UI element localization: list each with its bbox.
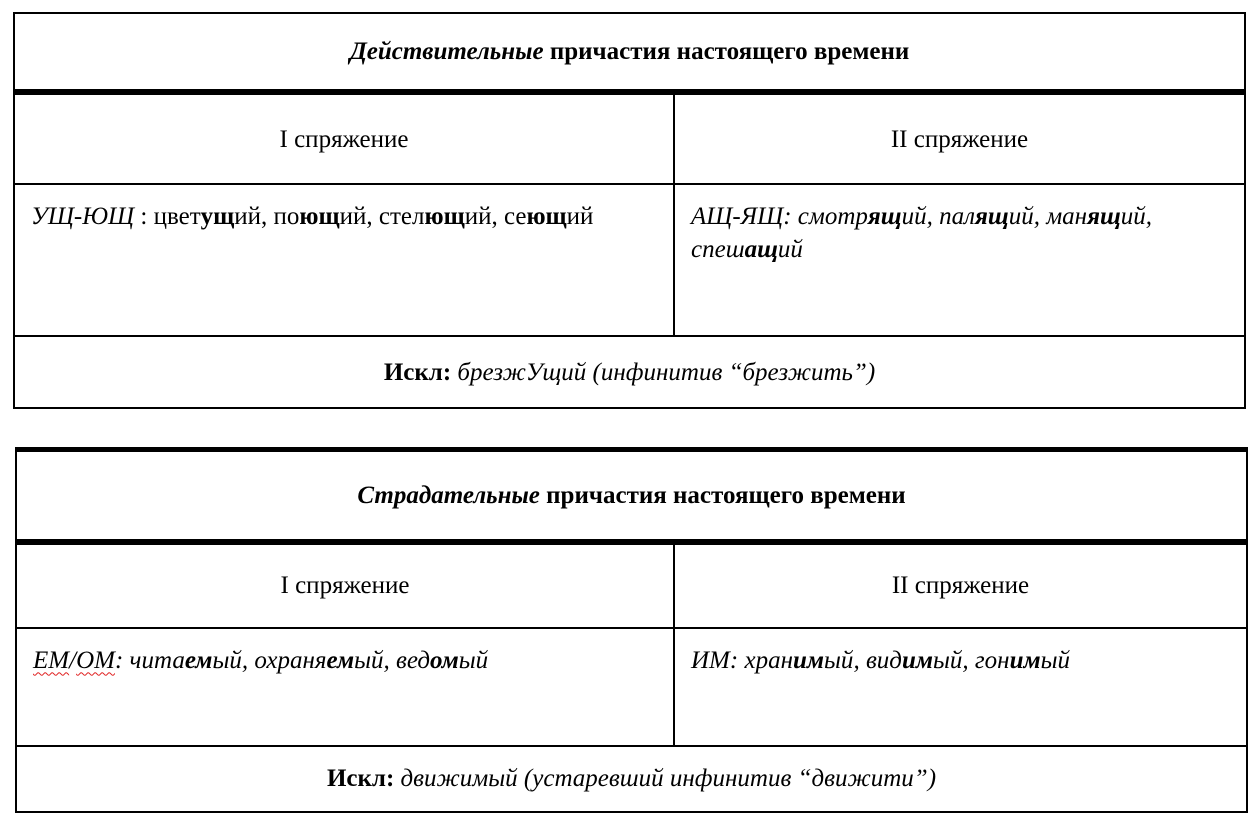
column-header-conj-1: I спряжение (16, 542, 674, 628)
suffix-rule-om: ОМ (76, 646, 115, 674)
active-participles-table (13, 12, 1246, 409)
separator: : (114, 646, 130, 674)
example-word: смотрящий, (797, 203, 940, 230)
title-rest: причастия настоящего времени (543, 38, 910, 65)
title-rest: причастия настоящего времени (539, 481, 906, 509)
table-title (16, 450, 1247, 542)
column-header-conj-2: II спряжение (674, 542, 1247, 628)
examples-conj-2 (674, 184, 1245, 336)
exception-text: движимый (устаревший инфинитив “движити”) (394, 765, 937, 792)
example-word: манящий, (1046, 203, 1153, 230)
exception-row (14, 336, 1245, 408)
example-word: ведомый (396, 646, 489, 674)
examples-conj-2 (674, 628, 1247, 746)
example-word: спешащий (691, 236, 803, 263)
example-word: стелющий, (378, 203, 504, 230)
example-word: цветущий, (153, 203, 274, 230)
example-word: поющий, (273, 203, 379, 230)
example-word: видимый, (865, 646, 975, 674)
exception-text: брезжУщий (инфинитив “брезжить”) (451, 358, 876, 386)
slash: / (69, 646, 77, 674)
example-word: охраняемый, (254, 646, 397, 674)
examples-conj-1 (14, 184, 674, 336)
example-word: сеющий (503, 203, 594, 230)
passive-participles-table (15, 447, 1248, 813)
title-emphasis: Страдательные (357, 481, 540, 509)
example-word: гонимый (974, 646, 1071, 674)
column-header-conj-1: I спряжение (14, 92, 674, 184)
suffix-rule: ИМ (691, 646, 730, 674)
exception-row (16, 746, 1247, 812)
suffix-rule: АЩ-ЯЩ (691, 203, 784, 230)
examples-conj-1 (16, 628, 674, 746)
separator: : (134, 203, 154, 230)
title-emphasis: Действительные (349, 38, 544, 65)
exception-label: Искл: (326, 765, 395, 792)
suffix-rule-em: ЕМ (33, 646, 70, 674)
example-word: палящий, (939, 203, 1047, 230)
separator: : (783, 203, 798, 230)
column-header-conj-2: II спряжение (674, 92, 1245, 184)
table-title (14, 13, 1245, 92)
suffix-rule: УЩ-ЮЩ (31, 203, 135, 230)
example-word: читаемый, (129, 646, 255, 674)
separator: : (729, 646, 745, 674)
exception-label: Искл: (383, 358, 452, 386)
example-word: хранимый, (744, 646, 866, 674)
